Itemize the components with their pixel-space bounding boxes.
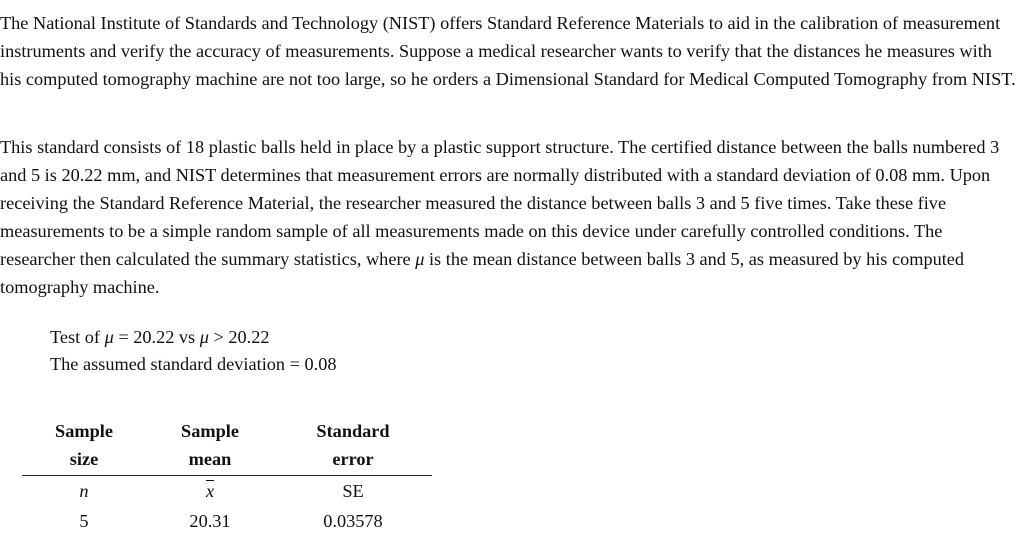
value-sample-size: 5 — [79, 510, 89, 531]
header-line: mean — [188, 449, 232, 469]
paragraph-standard-text-b: is the mean distance between balls 3 and 5, as measured by his computed tomography machine. — [0, 249, 965, 298]
hypothesis-prefix: Test of — [50, 327, 105, 347]
paragraph-intro: The National Institute of Standards and Technology (NIST) offers Standard Reference Materials to aid in the calibration of measurement instruments and verify the accuracy of measurements. Suppose a medical researcher wants to verify that the distances he measures with his computed tomography machine are not too large, so he orders a Dimensional Standard for Medical Computed Tomography from NIST. — [0, 13, 1016, 90]
header-line: Standard — [316, 421, 390, 441]
paragraph-standard-text-a: This standard consists of 18 plastic balls held in place by a plastic support structure. The certified distance between the balls numbered 3 and 5 is 20.22 mm, and NIST determines that measurement errors are normally distributed with a standard deviation of 0.08 mm. Upon receiving the Standard Reference Material, the researcher measured the distance between balls 3 and 5 five times. Take these five measurements to be a simple random sample of all measurements made on this device under carefully controlled conditions. The researcher then calculated the summary statistics, where — [0, 137, 1000, 270]
hypothesis-mu-null: μ — [104, 327, 114, 347]
xbar-symbol: $\overline{x}$ — [205, 480, 215, 501]
summary-statistics-table — [22, 417, 432, 536]
hypothesis-null: = 20.22 vs — [113, 327, 200, 347]
header-line: Sample — [55, 421, 113, 441]
hypothesis-line — [50, 324, 270, 351]
symbol-n: n — [79, 480, 89, 501]
header-sample-size — [22, 417, 146, 476]
hypothesis-alt: > 20.22 — [208, 327, 270, 347]
paragraph-standard — [0, 133, 1016, 302]
header-sample-mean — [146, 417, 274, 476]
assumed-sd-line: The assumed standard deviation = 0.08 — [50, 354, 337, 374]
value-standard-error: 0.03578 — [323, 510, 383, 531]
table-header-row — [22, 417, 432, 476]
header-line: Sample — [181, 421, 239, 441]
hypothesis-mu-alt: μ — [199, 327, 209, 347]
table-row-values — [22, 506, 432, 536]
symbol-se: SE — [342, 480, 364, 501]
header-standard-error — [274, 417, 432, 476]
mu-symbol: μ — [415, 249, 425, 270]
header-line: error — [332, 449, 374, 469]
symbol-xbar — [146, 476, 274, 507]
table-row-symbols — [22, 476, 432, 507]
header-line: size — [69, 449, 99, 469]
value-sample-mean: 20.31 — [189, 510, 231, 531]
